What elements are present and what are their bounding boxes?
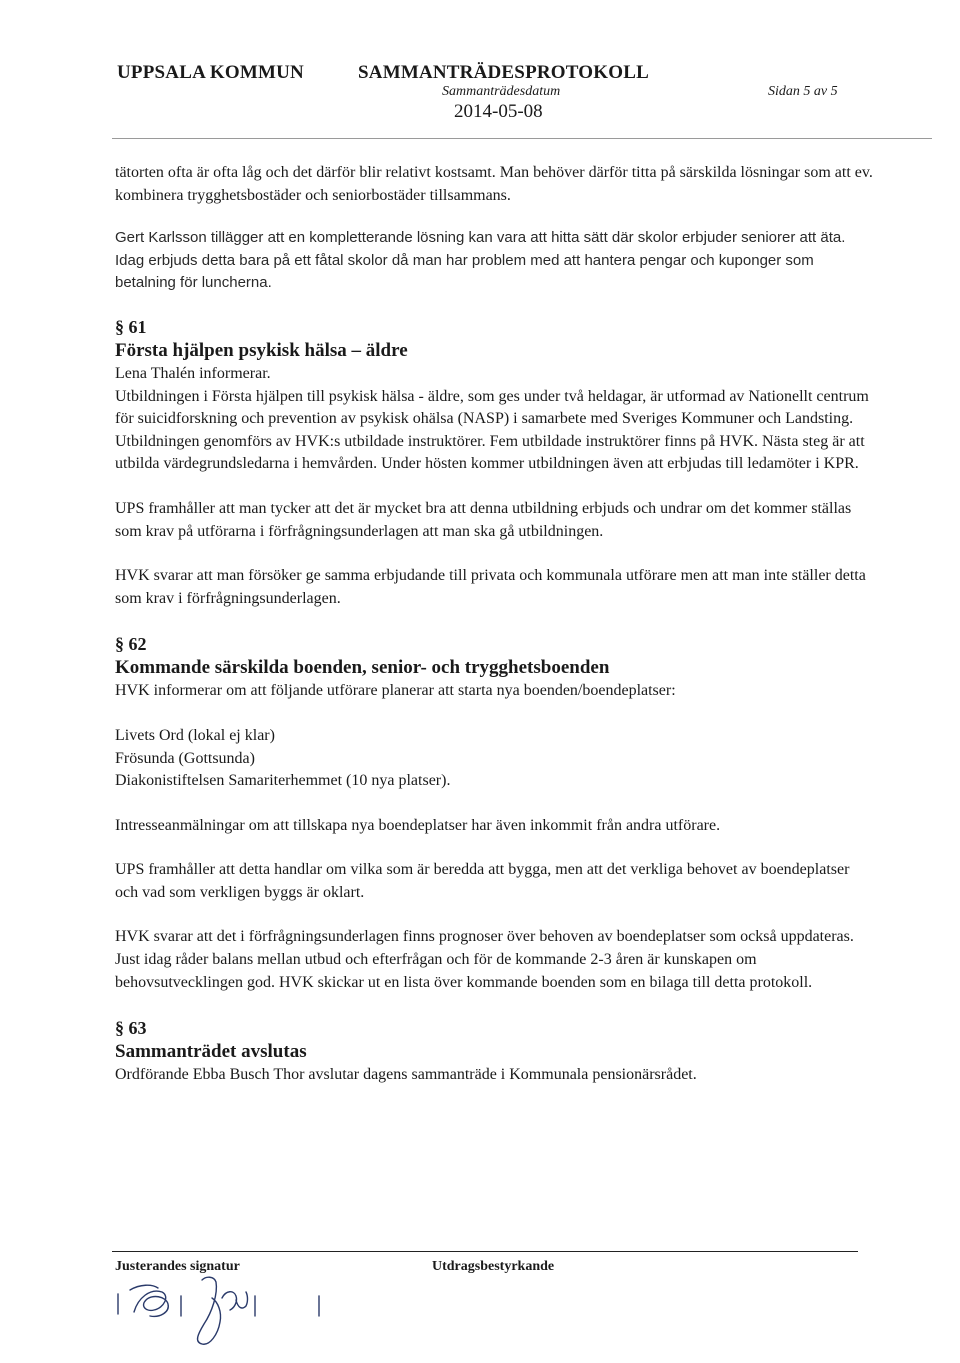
section-63-paragraph-1: Ordförande Ebba Busch Thor avslutar dagens sammanträde i Kommunala pensionärsrådet. (115, 1066, 697, 1084)
section-61-paragraph-3: UPS framhåller att man tycker att det är mycket bra att denna utbildning erbjuds och undrar om det kommer ställas som krav på utförarna i förfrågningsunderlagen att man ska gå utbildningen. (115, 499, 852, 540)
section-61-number: § 61 (115, 316, 147, 337)
list-item: Diakonistiftelsen Samariterhemmet (10 nya platser). (115, 772, 451, 790)
header-divider (112, 138, 932, 139)
section-63-number: § 63 (115, 1018, 147, 1039)
section-61-paragraph-2: Utbildningen i Första hjälpen till psykisk hälsa - äldre, som ges under två heldagar, är utformad av Nationellt centrum för suicidforskning och prevention av psykisk ohälsa (NASP) i samarbete med Sveriges Kommuner och Landsting. Utbildningen genomförs av HVK:s utbildade instruktörer. Fem utbildade instruktörer finns på HVK. Nästa steg är att utbilda värdegrundsledarna i hemvården. Under hösten kommer utbildningen även att erbjudas till ledamöter i KPR. (115, 387, 869, 473)
section-63-title: Sammanträdet avslutas (115, 1041, 307, 1063)
page-number: Sidan 5 av 5 (768, 84, 838, 99)
intro-paragraph-2: Gert Karlsson tillägger att en kompletterande lösning kan vara att hitta sätt där skolor erbjuder seniorer att äta. Idag erbjuds detta bara på ett fåtal skolor då man har problem med att hantera pengar och kuponger som betalning för luncherna. (115, 229, 846, 292)
signature-label: Justerandes signatur (115, 1259, 240, 1274)
list-item: Livets Ord (lokal ej klar) (115, 726, 275, 744)
meeting-date: 2014-05-08 (454, 101, 543, 122)
extract-certification-label: Utdragsbestyrkande (432, 1259, 555, 1274)
section-61-title: Första hjälpen psykisk hälsa – äldre (115, 339, 408, 361)
section-62-number: § 62 (115, 634, 147, 655)
section-62-paragraph-3: UPS framhåller att detta handlar om vilka som är beredda att bygga, men att det verkliga behovet av boendeplatser och vad som verkligen byggs är oklart. (115, 861, 850, 901)
document-type: SAMMANTRÄDESPROTOKOLL (358, 62, 649, 83)
section-62-paragraph-2: Intresseanmälningar om att tillskapa nya boendeplatser har även inkommit från andra utförare. (115, 816, 721, 834)
provider-list (115, 725, 875, 793)
section-62-paragraph-1: HVK informerar om att följande utförare planerar att starta nya boenden/boendeplatser: (115, 682, 676, 700)
footer-divider (112, 1251, 858, 1252)
list-item: Frösunda (Gottsunda) (115, 749, 255, 767)
section-61-paragraph-4: HVK svarar att man försöker ge samma erbjudande till privata och kommunala utförare men att man inte ställer detta som krav i förfrågningsunderlagen. (115, 567, 866, 607)
intro-paragraph-1: tätorten ofta är ofta låg och det därför blir relativt kostsamt. Man behöver därför titta på särskilda lösningar som att ev. kombinera trygghetsbostäder och seniorbostäder tillsammans. (115, 164, 873, 204)
meeting-date-label: Sammanträdesdatum (442, 84, 561, 99)
handwritten-signature (110, 1272, 360, 1352)
section-61-paragraph-1: Lena Thalén informerar. (115, 364, 271, 382)
org-name: UPPSALA KOMMUN (117, 62, 304, 83)
document-body (115, 162, 875, 1087)
section-62-title: Kommande särskilda boenden, senior- och trygghetsboenden (115, 657, 610, 679)
section-62-paragraph-4: HVK svarar att det i förfrågningsunderlagen finns prognoser över behoven av boendeplatser som också uppdateras. Just idag råder balans mellan utbud och efterfrågan och för de kommande 2-3 åren är kunskapen om behovsutvecklingen god. HVK skickar ut en lista över kommande boenden som en bilaga till detta protokoll. (115, 928, 854, 991)
